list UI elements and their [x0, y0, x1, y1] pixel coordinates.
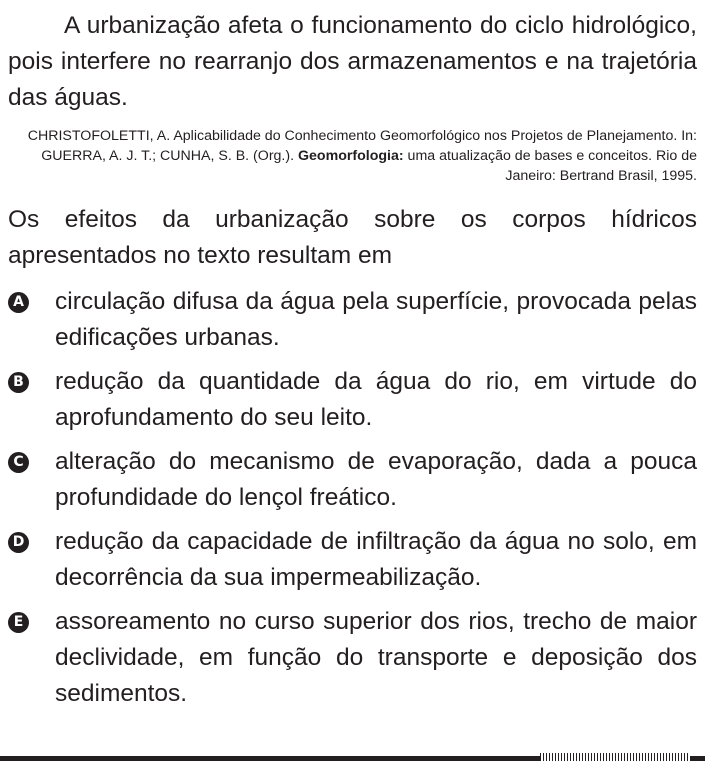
- option-letter-b-badge: B: [8, 372, 29, 393]
- option-a[interactable]: [8, 284, 697, 356]
- option-letter-e-badge: E: [8, 612, 29, 633]
- footer-rule-end: [690, 756, 705, 761]
- option-b[interactable]: [8, 364, 697, 436]
- option-c[interactable]: [8, 444, 697, 516]
- citation-title: Geomorfologia:: [297, 148, 404, 164]
- question-stem: Os efeitos da urbanização sobre os corpos hídricos apresentados no texto resultam em: [8, 206, 697, 269]
- citation-suffix: uma atualização de bases e conceitos. Rio de Janeiro: Bertrand Brasil, 1995.: [403, 148, 697, 184]
- option-b-text: redução da quantidade da água do rio, em virtude do aprofundamento do seu leito.: [55, 368, 697, 431]
- passage-text: A urbanização afeta o funcionamento do ciclo hidrológico, pois interfere no rearranjo dos armazenamentos e na trajetória das águas.: [8, 12, 697, 111]
- citation-prefix: CHRISTOFOLETTI, A. Aplicabilidade do Conhecimento Geomorfológico nos Projetos de Planejamento. In: GUERRA, A. J. T.; CUNHA, S. B. (Org.).: [27, 128, 697, 164]
- exam-question: [8, 8, 697, 720]
- option-e-text: assoreamento no curso superior dos rios, trecho de maior declividade, em função do transporte e deposição dos sedimentos.: [55, 608, 697, 707]
- option-letter-c-badge: C: [8, 452, 29, 473]
- option-d-text: redução da capacidade de infiltração da água no solo, em decorrência da sua impermeabilização.: [55, 528, 697, 591]
- answer-options: [8, 284, 697, 712]
- citation: [8, 126, 697, 186]
- option-d[interactable]: [8, 524, 697, 596]
- option-letter-d-badge: D: [8, 532, 29, 553]
- footer-barcode-ticks: [540, 753, 690, 761]
- option-letter-a-badge: A: [8, 292, 29, 313]
- footer-rule: [0, 756, 540, 761]
- option-c-text: alteração do mecanismo de evaporação, dada a pouca profundidade do lençol freático.: [55, 448, 697, 511]
- option-e[interactable]: [8, 604, 697, 712]
- option-a-text: circulação difusa da água pela superfície, provocada pelas edificações urbanas.: [55, 288, 697, 351]
